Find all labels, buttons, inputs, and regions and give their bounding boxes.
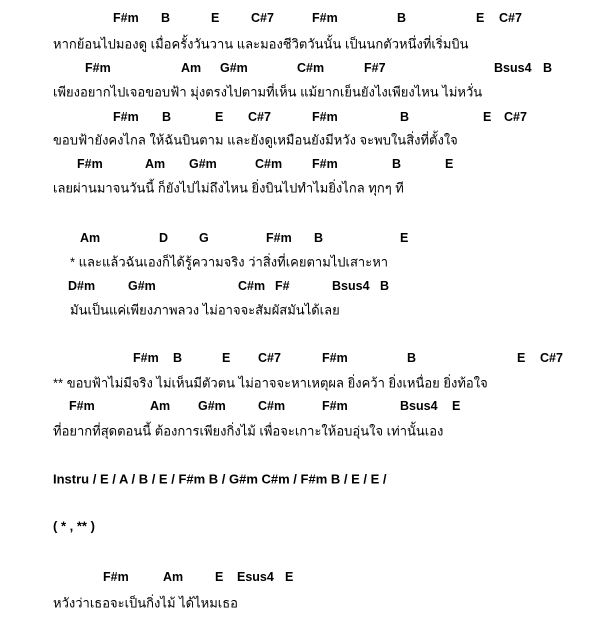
chord: F#m (113, 110, 139, 124)
chord: F#m (85, 61, 111, 75)
chord: C#7 (248, 110, 271, 124)
chord: B (392, 157, 402, 171)
chord: Am (145, 157, 166, 171)
chord: B (314, 231, 324, 245)
lyric-line: ที่อยากที่สุดตอนนี้ ต้องการเพียงกิ่งไม้ เพื่อจะเกาะให้อบอุ่นใจ เท่านั้นเอง (53, 423, 444, 439)
chord: E (211, 11, 220, 25)
chord: C#7 (499, 11, 522, 25)
chord: B (397, 11, 407, 25)
chord: G#m (128, 279, 156, 293)
lyric-line: ขอบฟ้ายังคงไกล ให้ฉันบินตาม และยังดูเหมือนยังมีหวัง จะพบในสิ่งที่ตั้งใจ (53, 132, 458, 148)
chord: C#7 (540, 351, 563, 365)
lyric-line: หวังว่าเธอจะเป็นกิ่งไม้ ได้ไหมเธอ (53, 595, 238, 611)
chord: E (285, 570, 294, 584)
lyric-line: หากย้อนไปมองดู เมื่อครั้งวันวาน และมองชีวิตวันนั้น เป็นนกตัวหนึ่งที่เริ่มบิน (53, 36, 469, 52)
chord: C#7 (504, 110, 527, 124)
chord: Am (181, 61, 202, 75)
chord: Am (150, 399, 171, 413)
chord: F#m (312, 157, 338, 171)
chord: D#m (68, 279, 96, 293)
lyric-line: เพียงอยากไปเจอขอบฟ้า มุ่งตรงไปตามที่เห็น แม้ยากเย็นยังไงเพียงไหน ไม่หวั่น (53, 84, 483, 100)
lyric-line: มันเป็นแค่เพียงภาพลวง ไม่อาจจะสัมผัสมันได้เลย (70, 302, 340, 318)
chord: G#m (198, 399, 226, 413)
chord: Bsus4 (400, 399, 438, 413)
lyric-line: เลยผ่านมาจนวันนี้ ก็ยังไปไม่ถึงไหน ยิ่งบินไปทำไมยิ่งไกล ทุกๆ ที (53, 180, 404, 196)
chord: C#7 (258, 351, 281, 365)
chord: F#m (322, 399, 348, 413)
chord: Am (163, 570, 184, 584)
chord: C#m (255, 157, 283, 171)
chord: F#m (113, 11, 139, 25)
repeat-marker: ( * , ** ) (53, 518, 95, 534)
lyric-line: ** ขอบฟ้าไม่มีจริง ไม่เห็นมีตัวตน ไม่อาจจะหาเหตุผล ยิ่งคว้า ยิ่งเหนื่อย ยิ่งท้อใจ (53, 375, 488, 391)
chord: F#m (133, 351, 159, 365)
chord: B (161, 11, 171, 25)
lyric-line: * และแล้วฉันเองก็ได้รู้ความจริง ว่าสิ่งที่เคยตามไปเสาะหา (70, 254, 389, 270)
chord: F#m (312, 110, 338, 124)
chord: Am (80, 231, 101, 245)
chord: G (199, 231, 209, 245)
chord: F#m (266, 231, 292, 245)
chord: E (483, 110, 492, 124)
chord: C#m (258, 399, 286, 413)
chord: D (159, 231, 169, 245)
chord: B (173, 351, 183, 365)
chord: C#7 (251, 11, 274, 25)
chord: B (162, 110, 172, 124)
chord: E (222, 351, 231, 365)
chord: B (543, 61, 553, 75)
chord: E (476, 11, 485, 25)
chord: F#7 (364, 61, 386, 75)
chord: C#m (297, 61, 325, 75)
chord: Esus4 (237, 570, 274, 584)
chord: B (380, 279, 390, 293)
chord: F#m (77, 157, 103, 171)
chord: F#m (69, 399, 95, 413)
instrumental-line: Instru / E / A / B / E / F#m B / G#m C#m / F#m B / E / E / (53, 471, 387, 487)
chord: E (517, 351, 526, 365)
chord: F# (275, 279, 290, 293)
chord: F#m (322, 351, 348, 365)
chord: F#m (103, 570, 129, 584)
chord: B (400, 110, 410, 124)
chord: E (452, 399, 461, 413)
chord: C#m (238, 279, 266, 293)
chord: Bsus4 (332, 279, 370, 293)
chord: E (215, 110, 224, 124)
chord: E (445, 157, 454, 171)
chord: E (215, 570, 224, 584)
chord: Bsus4 (494, 61, 532, 75)
chord: G#m (189, 157, 217, 171)
chord: B (407, 351, 417, 365)
chord: G#m (220, 61, 248, 75)
chord: E (400, 231, 409, 245)
chord: F#m (312, 11, 338, 25)
